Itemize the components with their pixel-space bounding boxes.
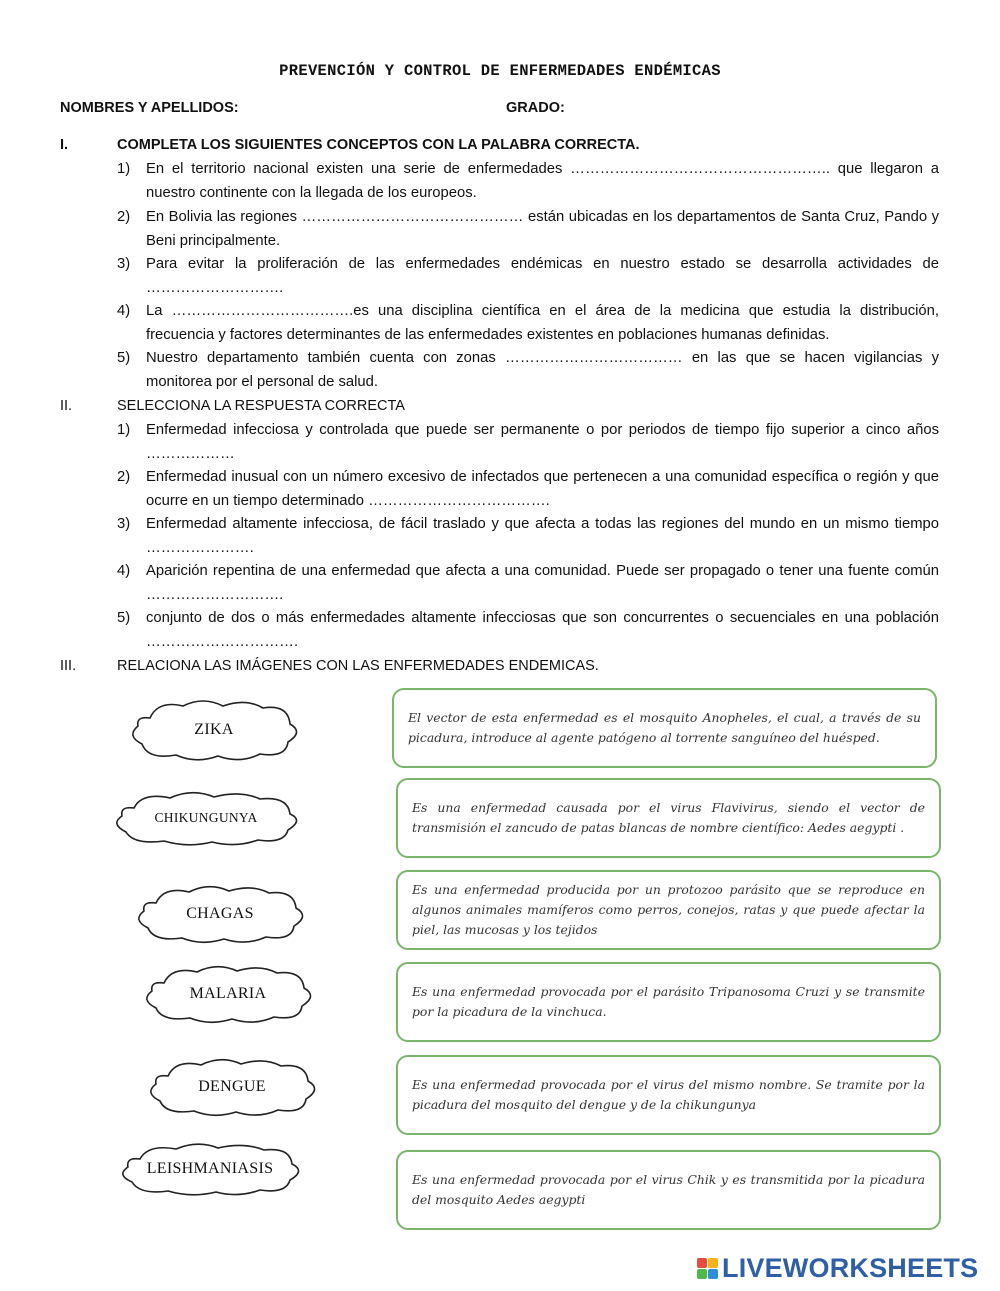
item-number: 4): [117, 563, 131, 579]
item-number: 2): [117, 209, 131, 225]
item-text: Enfermedad altamente infecciosa, de fácil traslado y que afecta a todas las regiones del mundo en un mismo tiempo ………………….: [146, 516, 939, 556]
fill-item-5: [117, 347, 939, 394]
description-box-5[interactable]: Es una enfermedad provocada por el virus del mismo nombre. Se tramite por la picadura del mosquito del dengue y de la chikungunya: [396, 1055, 941, 1135]
section-heading: COMPLETA LOS SIGUIENTES CONCEPTOS CON LA PALABRA CORRECTA.: [117, 137, 640, 153]
item-number: 5): [117, 610, 131, 626]
item-text: Enfermedad inusual con un número excesivo de infectados que pertenecen a una comunidad específica o región y que ocurre en un tiempo determinado ……………………………….: [146, 469, 939, 509]
cloud-leishmaniasis[interactable]: [118, 1142, 302, 1196]
select-item-3: [117, 513, 939, 560]
cloud-chikungunya[interactable]: [112, 790, 300, 846]
cloud-zika[interactable]: [128, 698, 300, 762]
item-number: 2): [117, 469, 131, 485]
cloud-dengue[interactable]: [146, 1057, 318, 1117]
names-label: NOMBRES Y APELLIDOS:: [60, 100, 239, 116]
description-box-1[interactable]: El vector de esta enfermedad es el mosquito Anopheles, el cual, a través de su picadura, introduce al agente patógeno al torrente sanguíneo del huésped.: [392, 688, 937, 768]
item-number: 5): [117, 350, 131, 366]
item-text: En el territorio nacional existen una serie de enfermedades …………………………………………….. que llegaron a nuestro continente con la llegada de los europeos.: [146, 161, 939, 201]
cloud-label: LEISHMANIASIS: [146, 1160, 274, 1177]
item-number: 4): [117, 303, 131, 319]
logo-cube: [708, 1269, 718, 1279]
item-number: 1): [117, 422, 131, 438]
item-number: 1): [117, 161, 131, 177]
section-number: III.: [60, 658, 77, 674]
item-text: conjunto de dos o más enfermedades altamente infecciosas que son concurrentes o secuenciales en una población ………………………….: [146, 610, 939, 650]
item-number: 3): [117, 256, 131, 272]
description-box-3[interactable]: Es una enfermedad producida por un protozoo parásito que se reproduce en algunos animales mamíferos como perros, conejos, ratas y que puede afectar la piel, las mucosas y los tejidos: [396, 870, 941, 950]
logo-cube: [697, 1258, 707, 1268]
section-number: II.: [60, 398, 73, 414]
logo-cube: [708, 1258, 718, 1268]
item-text: La ……………………………….es una disciplina científica en el área de la medicina que estudia la distribución, frecuencia y factores determinantes de las enfermedades existentes en poblaciones humanas definidas.: [146, 303, 939, 343]
logo-cube: [697, 1269, 707, 1279]
item-text: En Bolivia las regiones ……………………………………… están ubicadas en los departamentos de Santa Cruz, Pando y Beni principalmente.: [146, 209, 939, 249]
page-title: PREVENCIÓN Y CONTROL DE ENFERMEDADES ENDÉMICAS: [279, 62, 721, 80]
description-box-4[interactable]: Es una enfermedad provocada por el parásito Tripanosoma Cruzi y se transmite por la picadura de la vinchuca.: [396, 962, 941, 1042]
select-item-1: [117, 419, 939, 466]
section-number: I.: [60, 137, 69, 153]
cloud-chagas[interactable]: [134, 884, 306, 944]
select-item-4: [117, 560, 939, 607]
description-box-2[interactable]: Es una enfermedad causada por el virus Flavivirus, siendo el vector de transmisión el zancudo de patas blancas de nombre científico: Aedes aegypti .: [396, 778, 941, 858]
liveworksheets-logo: [697, 1253, 978, 1284]
description-box-6[interactable]: Es una enfermedad provocada por el virus Chik y es transmitida por la picadura del mosquito Aedes aegypti: [396, 1150, 941, 1230]
section-heading: SELECCIONA LA RESPUESTA CORRECTA: [117, 398, 405, 414]
select-item-5: [117, 607, 939, 654]
item-number: 3): [117, 516, 131, 532]
section-heading: RELACIONA LAS IMÁGENES CON LAS ENFERMEDADES ENDEMICAS.: [117, 658, 599, 674]
select-item-2: [117, 466, 939, 513]
fill-item-3: [117, 253, 939, 300]
fill-item-1: [117, 158, 939, 205]
grade-label: GRADO:: [506, 100, 565, 116]
fill-item-2: [117, 206, 939, 253]
item-text: Enfermedad infecciosa y controlada que puede ser permanente o por periodos de tiempo fijo superior a cinco años ………………: [146, 422, 939, 462]
item-text: Nuestro departamento también cuenta con zonas ……………………………… en las que se hacen vigilancias y monitorea por el personal de salud.: [146, 350, 939, 390]
cloud-label: DENGUE: [198, 1078, 266, 1095]
cloud-label: CHIKUNGUNYA: [154, 810, 258, 825]
cloud-label: CHAGAS: [186, 905, 254, 922]
cloud-label: MALARIA: [189, 985, 267, 1002]
logo-cubes-icon: [697, 1258, 718, 1279]
item-text: Aparición repentina de una enfermedad que afecta a una comunidad. Puede ser propagado o tener una fuente común ……………………….: [146, 563, 939, 603]
cloud-malaria[interactable]: [142, 964, 314, 1024]
cloud-label: ZIKA: [194, 721, 234, 738]
logo-text: LIVEWORKSHEETS: [722, 1253, 979, 1283]
item-text: Para evitar la proliferación de las enfermedades endémicas en nuestro estado se desarrolla actividades de ……………………….: [146, 256, 939, 296]
fill-item-4: [117, 300, 939, 347]
